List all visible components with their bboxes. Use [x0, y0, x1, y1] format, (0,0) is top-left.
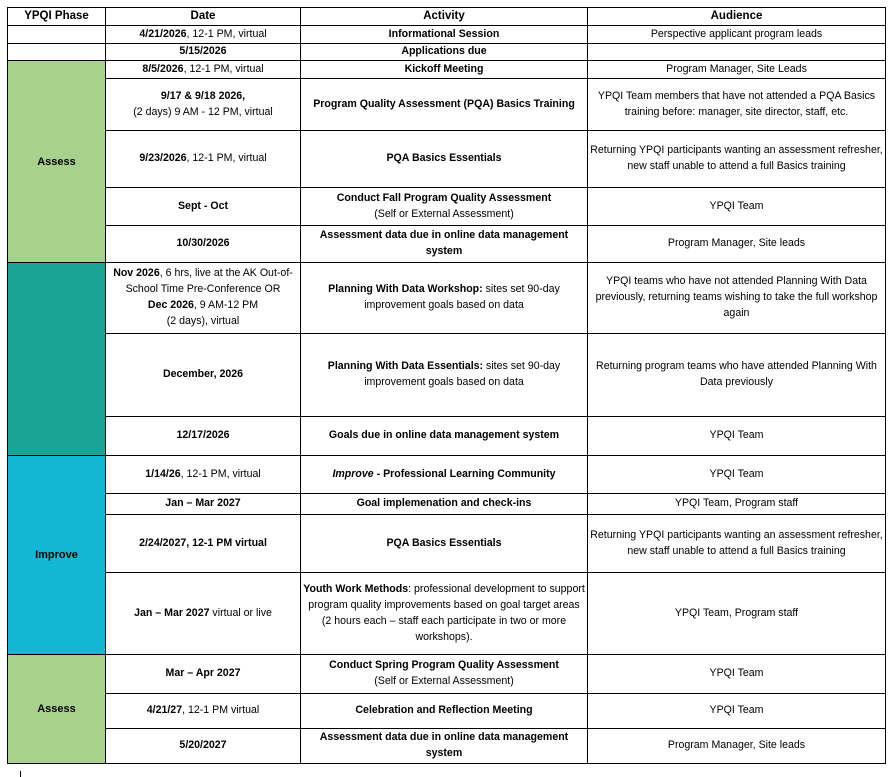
- date-cell: 8/5/2026, 12-1 PM, virtual: [106, 61, 301, 79]
- audience-cell: YPQI teams who have not attended Planning With Data previously, returning teams wishing to take the full workshop again: [588, 263, 886, 334]
- table-row: [8, 729, 886, 764]
- table-row: [8, 79, 886, 131]
- activity-cell: Youth Work Methods: professional development to support program quality improvements based on goal target areas (2 hours each – staff each participate in two or more workshops).: [301, 573, 588, 655]
- table-row: [8, 188, 886, 226]
- phase-assess: Assess: [8, 61, 106, 263]
- audience-cell: YPQI Team: [588, 655, 886, 694]
- date-cell: 9/17 & 9/18 2026, (2 days) 9 AM - 12 PM, virtual: [106, 79, 301, 131]
- date-cell: 5/20/2027: [106, 729, 301, 764]
- activity-cell: Informational Session: [301, 26, 588, 44]
- schedule-table: [7, 7, 886, 764]
- date-cell: 5/15/2026: [106, 44, 301, 61]
- table-row: [8, 61, 886, 79]
- paragraph-mark: [20, 771, 21, 777]
- table-row: [8, 44, 886, 61]
- audience-cell: YPQI Team: [588, 417, 886, 456]
- header-phase: YPQI Phase: [8, 8, 106, 26]
- table-row: [8, 573, 886, 655]
- table-row: [8, 263, 886, 334]
- date-cell: 12/17/2026: [106, 417, 301, 456]
- audience-cell: [588, 44, 886, 61]
- activity-cell: Improve - Professional Learning Community: [301, 456, 588, 494]
- audience-cell: Program Manager, Site leads: [588, 226, 886, 263]
- audience-cell: Returning YPQI participants wanting an assessment refresher, new staff unable to attend a full Basics training: [588, 131, 886, 188]
- phase-cell-empty: [8, 44, 106, 61]
- activity-cell: Conduct Spring Program Quality Assessment (Self or External Assessment): [301, 655, 588, 694]
- date-cell: 4/21/27, 12-1 PM virtual: [106, 694, 301, 729]
- header-activity: Activity: [301, 8, 588, 26]
- date-cell: Sept - Oct: [106, 188, 301, 226]
- date-cell: 4/21/2026, 12-1 PM, virtual: [106, 26, 301, 44]
- date-cell: 2/24/2027, 12-1 PM virtual: [106, 515, 301, 573]
- phase-improve: Improve: [8, 456, 106, 655]
- audience-cell: Returning program teams who have attended Planning With Data previously: [588, 334, 886, 417]
- table-row: [8, 26, 886, 44]
- header-row: [8, 8, 886, 26]
- table-row: [8, 417, 886, 456]
- header-audience: Audience: [588, 8, 886, 26]
- activity-cell: PQA Basics Essentials: [301, 131, 588, 188]
- activity-cell: Program Quality Assessment (PQA) Basics Training: [301, 79, 588, 131]
- date-cell: Jan – Mar 2027 virtual or live: [106, 573, 301, 655]
- activity-cell: Planning With Data Workshop: sites set 90-day improvement goals based on data: [301, 263, 588, 334]
- date-cell: 1/14/26, 12-1 PM, virtual: [106, 456, 301, 494]
- activity-cell: Conduct Fall Program Quality Assessment (Self or External Assessment): [301, 188, 588, 226]
- audience-cell: YPQI Team: [588, 188, 886, 226]
- date-cell: 10/30/2026: [106, 226, 301, 263]
- table-row: [8, 494, 886, 515]
- activity-cell: Assessment data due in online data management system: [301, 226, 588, 263]
- activity-cell: Planning With Data Essentials: sites set 90-day improvement goals based on data: [301, 334, 588, 417]
- activity-cell: Assessment data due in online data management system: [301, 729, 588, 764]
- audience-cell: Program Manager, Site leads: [588, 729, 886, 764]
- date-cell: Nov 2026, 6 hrs, live at the AK Out-of-School Time Pre-Conference OR Dec 2026, 9 AM-12 PM (2 days), virtual: [106, 263, 301, 334]
- header-date: Date: [106, 8, 301, 26]
- audience-cell: YPQI Team: [588, 694, 886, 729]
- activity-cell: Applications due: [301, 44, 588, 61]
- table-row: [8, 226, 886, 263]
- activity-cell: PQA Basics Essentials: [301, 515, 588, 573]
- table-row: [8, 131, 886, 188]
- date-cell: Jan – Mar 2027: [106, 494, 301, 515]
- activity-cell: Kickoff Meeting: [301, 61, 588, 79]
- phase-cell-empty: [8, 26, 106, 44]
- audience-cell: YPQI Team: [588, 456, 886, 494]
- table-row: [8, 694, 886, 729]
- activity-cell: Goal implemenation and check-ins: [301, 494, 588, 515]
- phase-assess: Assess: [8, 655, 106, 764]
- audience-cell: YPQI Team, Program staff: [588, 573, 886, 655]
- audience-cell: Perspective applicant program leads: [588, 26, 886, 44]
- table-row: [8, 655, 886, 694]
- audience-cell: YPQI Team members that have not attended a PQA Basics training before: manager, site director, staff, etc.: [588, 79, 886, 131]
- audience-cell: YPQI Team, Program staff: [588, 494, 886, 515]
- audience-cell: Returning YPQI participants wanting an assessment refresher, new staff unable to attend a full Basics training: [588, 515, 886, 573]
- activity-cell: Celebration and Reflection Meeting: [301, 694, 588, 729]
- table-row: [8, 456, 886, 494]
- date-cell: Mar – Apr 2027: [106, 655, 301, 694]
- date-cell: 9/23/2026, 12-1 PM, virtual: [106, 131, 301, 188]
- audience-cell: Program Manager, Site Leads: [588, 61, 886, 79]
- phase-plan: [8, 263, 106, 456]
- table-row: [8, 515, 886, 573]
- date-cell: December, 2026: [106, 334, 301, 417]
- activity-cell: Goals due in online data management system: [301, 417, 588, 456]
- table-row: [8, 334, 886, 417]
